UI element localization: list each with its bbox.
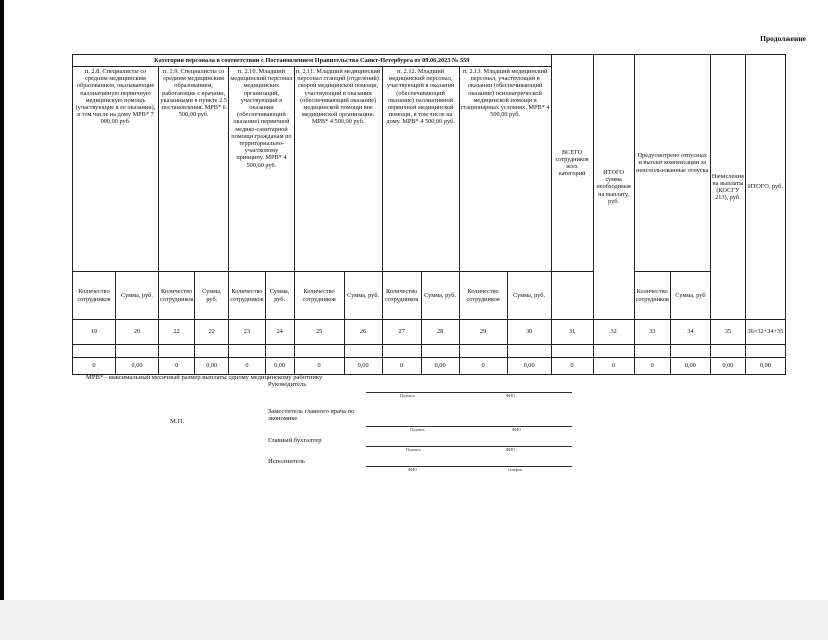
col-number: 22	[195, 320, 229, 345]
sub-header-sum: Сумма, руб.	[265, 272, 294, 320]
head-label: Руководитель	[268, 381, 307, 388]
col-number: 34	[670, 320, 710, 345]
col-number: 26	[344, 320, 382, 345]
sign-caption: Подпись	[406, 447, 421, 452]
sign-caption: Подпись	[410, 427, 425, 432]
stamp-place: М.П.	[170, 418, 184, 425]
col-number: 30	[507, 320, 551, 345]
col-number: 33	[634, 320, 670, 345]
total-cell: 0,00	[710, 358, 745, 375]
total-staff-header: ВСЕГО сотрудников всех категорий	[551, 55, 593, 272]
total-cell: 0	[159, 358, 195, 375]
sub-header-count: Количество сотрудников	[294, 272, 344, 320]
col-number: 23	[229, 320, 265, 345]
fio-caption: ФИО	[506, 393, 515, 398]
deputy-signature-line	[366, 426, 572, 427]
col-number: 29	[459, 320, 507, 345]
col-number: 22	[159, 320, 195, 345]
table-title: Категория персонала в соответствии с Постановлением Правительства Санкт-Петербурга от 09.06.2023 № 559	[73, 55, 552, 67]
column-number-row	[73, 320, 786, 345]
head-signature-line	[366, 392, 572, 393]
accountant-label: Главный бухгалтер	[268, 437, 322, 444]
total-cell: 0,00	[116, 358, 159, 375]
total-cell: 0	[593, 358, 634, 375]
category-2-8: п. 2.8. Специалисты со средним медицинским образованием, оказывающие паллиативную первичную медицинскую помощь (участвующие в ее оказании), в том числе на дому МРВ* 7 000,00 руб.	[73, 67, 159, 272]
continuation-label: Продолжение	[760, 34, 806, 43]
total-sum-header: ИТОГО сумма необходимая на выплату, руб.	[593, 55, 634, 320]
total-staff-empty	[551, 272, 593, 320]
col-number: 25	[294, 320, 344, 345]
totals-row	[73, 358, 786, 375]
sub-header-sum: Сумма, руб.	[116, 272, 159, 320]
col-number: 27	[382, 320, 421, 345]
sub-header-sum: Сумма, руб.	[344, 272, 382, 320]
total-cell: 0	[634, 358, 670, 375]
col-number: 20	[116, 320, 159, 345]
personnel-table	[72, 54, 786, 375]
col-number: 19	[73, 320, 116, 345]
sub-header-count: Количество сотрудников	[382, 272, 421, 320]
col-number: 24	[265, 320, 294, 345]
total-cell: 0	[459, 358, 507, 375]
accountant-signature-line	[366, 446, 572, 447]
sub-header-sum: Сумма, руб.	[421, 272, 459, 320]
total-cell: 0	[382, 358, 421, 375]
total-cell: 0,00	[195, 358, 229, 375]
col-number: 35	[710, 320, 745, 345]
total-cell: 0	[294, 358, 344, 375]
total-cell: 0,00	[507, 358, 551, 375]
grand-total-header: ИТОГО, руб.	[745, 55, 785, 320]
total-cell: 0,00	[265, 358, 294, 375]
sub-header-count: Количество сотрудников	[73, 272, 116, 320]
scan-edge	[0, 0, 4, 600]
accruals-header: Начисления на выплаты (КОСГУ 213), руб.	[710, 55, 745, 320]
phone-caption: телефон	[508, 467, 523, 472]
fio-caption: ФИО	[512, 427, 521, 432]
comp-sum-header: Сумма, руб	[670, 272, 710, 320]
sub-header-sum: Сумма, руб.	[507, 272, 551, 320]
sign-caption: Подпись	[400, 393, 415, 398]
category-2-9: п. 2.9. Специалисты со средним медицинским образованием, работающие с врачами, указанными в пункте 2.5 постановления. МРВ* 6 500,00 руб.	[159, 67, 229, 272]
sub-header-count: Количество сотрудников	[459, 272, 507, 320]
total-cell: 0	[73, 358, 116, 375]
category-2-11: п. 2.11. Младший медицинский персонал станций (отделений) скорой медицинской помощи, участвующий в оказании (обеспечивающий оказание) медицинской помощи вне медицинской организации. МРВ* 4 500,00 руб.	[294, 67, 382, 272]
comp-count-header: Количество сотрудников	[634, 272, 670, 320]
bottom-margin	[0, 600, 828, 640]
category-2-12: п. 2.12. Младший медицинский персонал, участвующий в оказании (обеспечивающий оказание) паллиативной первичной медицинской помощи, в том числе на дому. МРВ* 4 500,00 руб.	[382, 67, 459, 272]
col-number: 32	[593, 320, 634, 345]
sub-header-count: Количество сотрудников	[159, 272, 195, 320]
total-cell: 0,00	[421, 358, 459, 375]
category-2-10: п. 2.10. Младший медицинский персонал медицинских организаций, участвующий в оказании (обеспечивающий оказание) первичной медико-санитарной помощи гражданам по территориально-участковому принципу. МРВ* 4 500,00 руб.	[229, 67, 294, 272]
sub-header-sum: Сумма, руб.	[195, 272, 229, 320]
sub-header-count: Количество сотрудников	[229, 272, 265, 320]
total-cell: 0,00	[670, 358, 710, 375]
total-cell: 0,00	[344, 358, 382, 375]
compensation-header: Предусмотрено отпусных и выплат компенсации за неиспользованные отпуска	[634, 55, 710, 272]
col-number: 36=32+34+35	[745, 320, 785, 345]
deputy-label: Заместитель главного врача по экономике	[268, 408, 355, 422]
category-2-13: п. 2.13. Младший медицинский персонал, участвующий в оказании (обеспечивающий оказание) психиатрической медицинской помощи в стационарных условиях. МРВ* 4 500,00 руб.	[459, 67, 551, 272]
total-cell: 0,00	[745, 358, 785, 375]
col-number: 31	[551, 320, 593, 345]
total-cell: 0	[229, 358, 265, 375]
executor-line	[366, 466, 572, 467]
fio-caption: ФИО	[408, 467, 417, 472]
blank-row	[73, 345, 786, 358]
col-number: 28	[421, 320, 459, 345]
mrv-note: МРВ* - максимальный месячный размер выплаты одному медицинскому работнику	[86, 374, 323, 381]
fio-caption: ФИО	[506, 447, 515, 452]
executor-label: Исполнитель	[268, 458, 305, 465]
total-cell: 0	[551, 358, 593, 375]
